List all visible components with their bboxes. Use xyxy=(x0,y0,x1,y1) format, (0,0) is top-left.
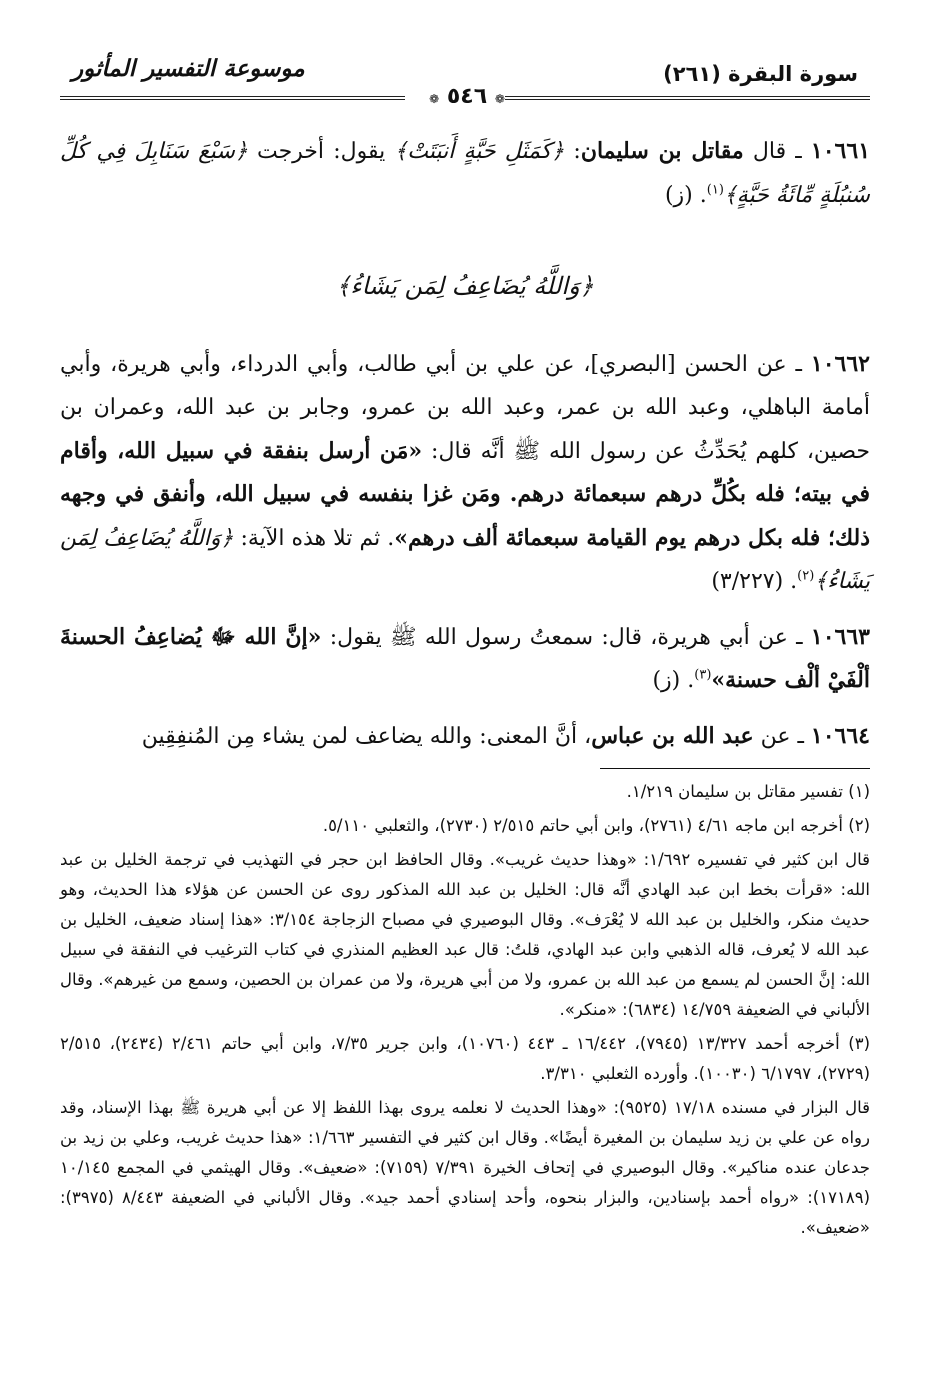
ornament-icon: ❁ xyxy=(429,92,440,106)
hadith-text: «إنَّ الله ﷻ يُضاعِفُ الحسنةَ ألْفَيْ ألْف حسنة» xyxy=(60,623,870,693)
book-title: موسوعة التفسير المأثور xyxy=(72,56,305,82)
entry-text: . (ز) xyxy=(652,668,695,693)
entry-text: ، أنَّ المعنى: والله يضاعف لمن يشاء مِن المُنفِقِين xyxy=(141,723,592,749)
entry-text: ـ عن xyxy=(753,723,804,749)
footnotes xyxy=(60,768,870,1247)
entry-text: يقول: أخرجت xyxy=(247,139,395,164)
page-header xyxy=(60,50,870,109)
speaker-name: مقاتل بن سليمان xyxy=(580,138,744,164)
quran-quote: ﴿كَمَثَلِ حَبَّةٍ أَنبَتَتْ﴾ xyxy=(394,139,565,164)
quran-quote: ﴿وَاللَّهُ يُضَاعِفُ لِمَن يَشَاءُ﴾ xyxy=(60,525,870,594)
footnote-divider xyxy=(600,768,870,769)
entry-10661 xyxy=(60,130,870,217)
entry-text: ـ عن الحسن [البصري]، عن علي بن أبي طالب، وأبي الدرداء، وأبي هريرة، وأبي أمامة الباهلي، وعبد الله بن عمر، وعبد الله بن عمرو، وجابر بن عبد الله، وعمران بن حصين، كلهم يُحَدِّثُ عن رسول الله ﷺ أنَّه قال: xyxy=(60,351,870,464)
header-rule-right xyxy=(505,96,870,100)
quran-quote: ﴿سَبْعَ سَنَابِلَ فِي كُلِّ سُنبُلَةٍ مِّائَةُ حَبَّةٍ﴾ xyxy=(60,139,870,208)
entry-number: ١٠٦٦٤ xyxy=(810,722,870,749)
entry-text: ـ قال xyxy=(743,139,802,164)
footnote-ref[interactable]: (٢) xyxy=(797,568,815,584)
surah-header: سورة البقرة (٢٦١) xyxy=(663,62,858,86)
entry-10663 xyxy=(60,616,870,703)
page-number xyxy=(422,84,512,109)
entry-text: ـ عن أبي هريرة، قال: سمعتُ رسول الله ﷺ يقول: xyxy=(321,624,803,650)
ornament-icon: ❁ xyxy=(494,92,505,106)
main-text xyxy=(60,130,870,770)
entry-10662 xyxy=(60,343,870,604)
entry-number: ١٠٦٦٢ xyxy=(810,350,870,377)
verse-heading: ﴿وَاللَّهُ يُضَاعِفُ لِمَن يَشَاءُ﴾ xyxy=(336,272,594,300)
footnote-2-commentary: قال ابن كثير في تفسيره ١/٦٩٢: «وهذا حديث غريب». وقال الحافظ ابن حجر في التهذيب في ترجمة الخليل بن عبد الله: «قرأت بخط ابن عبد الهادي أنَّه قال: الخليل بن عبد الله المذكور روى عن الحسن عن هؤلاء هذا الحديث، وهو حديث منكر، والخليل بن عبد الله لا يُعْرَف». وقال البوصيري في مصباح الزجاجة ٣/١٥٤: «هذا إسناد ضعيف، الخليل بن عبد الله لا يُعرف، قاله الذهبي وابن عبد الهادي، قلتُ: قال عبد العظيم المنذري في كتاب الترغيب في النفقة في سبيل الله: إنَّ الحسن لم يسمع من عبد الله بن عمرو، ولا من أبي هريرة، ولا من عمران بن الحصين، وسمع من غيرهم». وقال الألباني في الضعيفة ١٤/٧٥٩ (٦٨٣٤): «منكر». xyxy=(60,850,871,1019)
hadith-text: «مَن أرسل بنفقة في سبيل الله، وأقام في بيته؛ فله بكُلِّ درهم سبعمائة درهم. ومَن غزا بنفسه في سبيل الله، وأنفق في وجهه ذلك؛ فله بكل درهم يوم القيامة سبعمائة ألف درهم» xyxy=(60,437,870,551)
footnote-2: (٢) أخرجه ابن ماجه ٤/٦١ (٢٧٦١)، وابن أبي حاتم ٢/٥١٥ (٢٧٣٠)، والثعلبي ٥/١١٠. xyxy=(322,816,870,835)
header-rule-left xyxy=(60,96,405,100)
entry-text: . ثم تلا هذه الآية: xyxy=(233,525,395,551)
footnote-3-commentary: قال البزار في مسنده ١٧/١٨ (٩٥٢٥): «وهذا الحديث لا نعلمه يروى بهذا اللفظ إلا عن أبي هريرة ﷺ بهذا الإسناد، وقد رواه عن علي بن زيد سليمان بن المغيرة أيضًا». وقال ابن كثير في التفسير ١/٦٦٣: «هذا حديث غريب، وعلي بن زيد بن جدعان عنده مناكير». وقال البوصيري في إتحاف الخيرة ٧/٣٩١ (٧١٥٩): «ضعيف». وقال الهيثمي في المجمع ١٠/١٤٥ (١٧١٨٩): «رواه أحمد بإسنادين، والبزار بنحوه، وأحد إسنادي أحمد جيد». وقال الألباني في الضعيفة ٨/٤٤٣ (٣٩٧٥): «ضعيف». xyxy=(60,1098,870,1237)
entry-text: : xyxy=(564,139,581,164)
footnote-1: (١) تفسير مقاتل بن سليمان ١/٢١٩. xyxy=(626,782,870,801)
entry-number: ١٠٦٦٣ xyxy=(810,623,870,650)
book-page xyxy=(60,50,871,1237)
speaker-name: عبد الله بن عباس xyxy=(591,722,754,749)
footnote-3: (٣) أخرجه أحمد ١٣/٣٢٧ (٧٩٤٥)، ١٦/٤٤٢ ـ ٤٤٣ (١٠٧٦٠)، وابن جرير ٧/٣٥، وابن أبي حاتم ٢/٤٦١ (٢٤٣٤)، ٢/٥١٥ (٢٧٢٩)، ٦/١٧٩٧ (١٠٠٣٠). وأورده الثعلبي ٣/٣١٠. xyxy=(60,1034,871,1083)
page-number-value: ٥٤٦ xyxy=(446,84,488,109)
footnote-ref[interactable]: (١) xyxy=(706,182,724,198)
entry-text: . (٣/٢٢٧) xyxy=(711,569,798,594)
entry-10664 xyxy=(60,715,870,759)
entry-number: ١٠٦٦١ xyxy=(810,138,871,164)
entry-text: . (ز) xyxy=(664,182,707,208)
footnote-ref[interactable]: (٣) xyxy=(694,667,712,683)
